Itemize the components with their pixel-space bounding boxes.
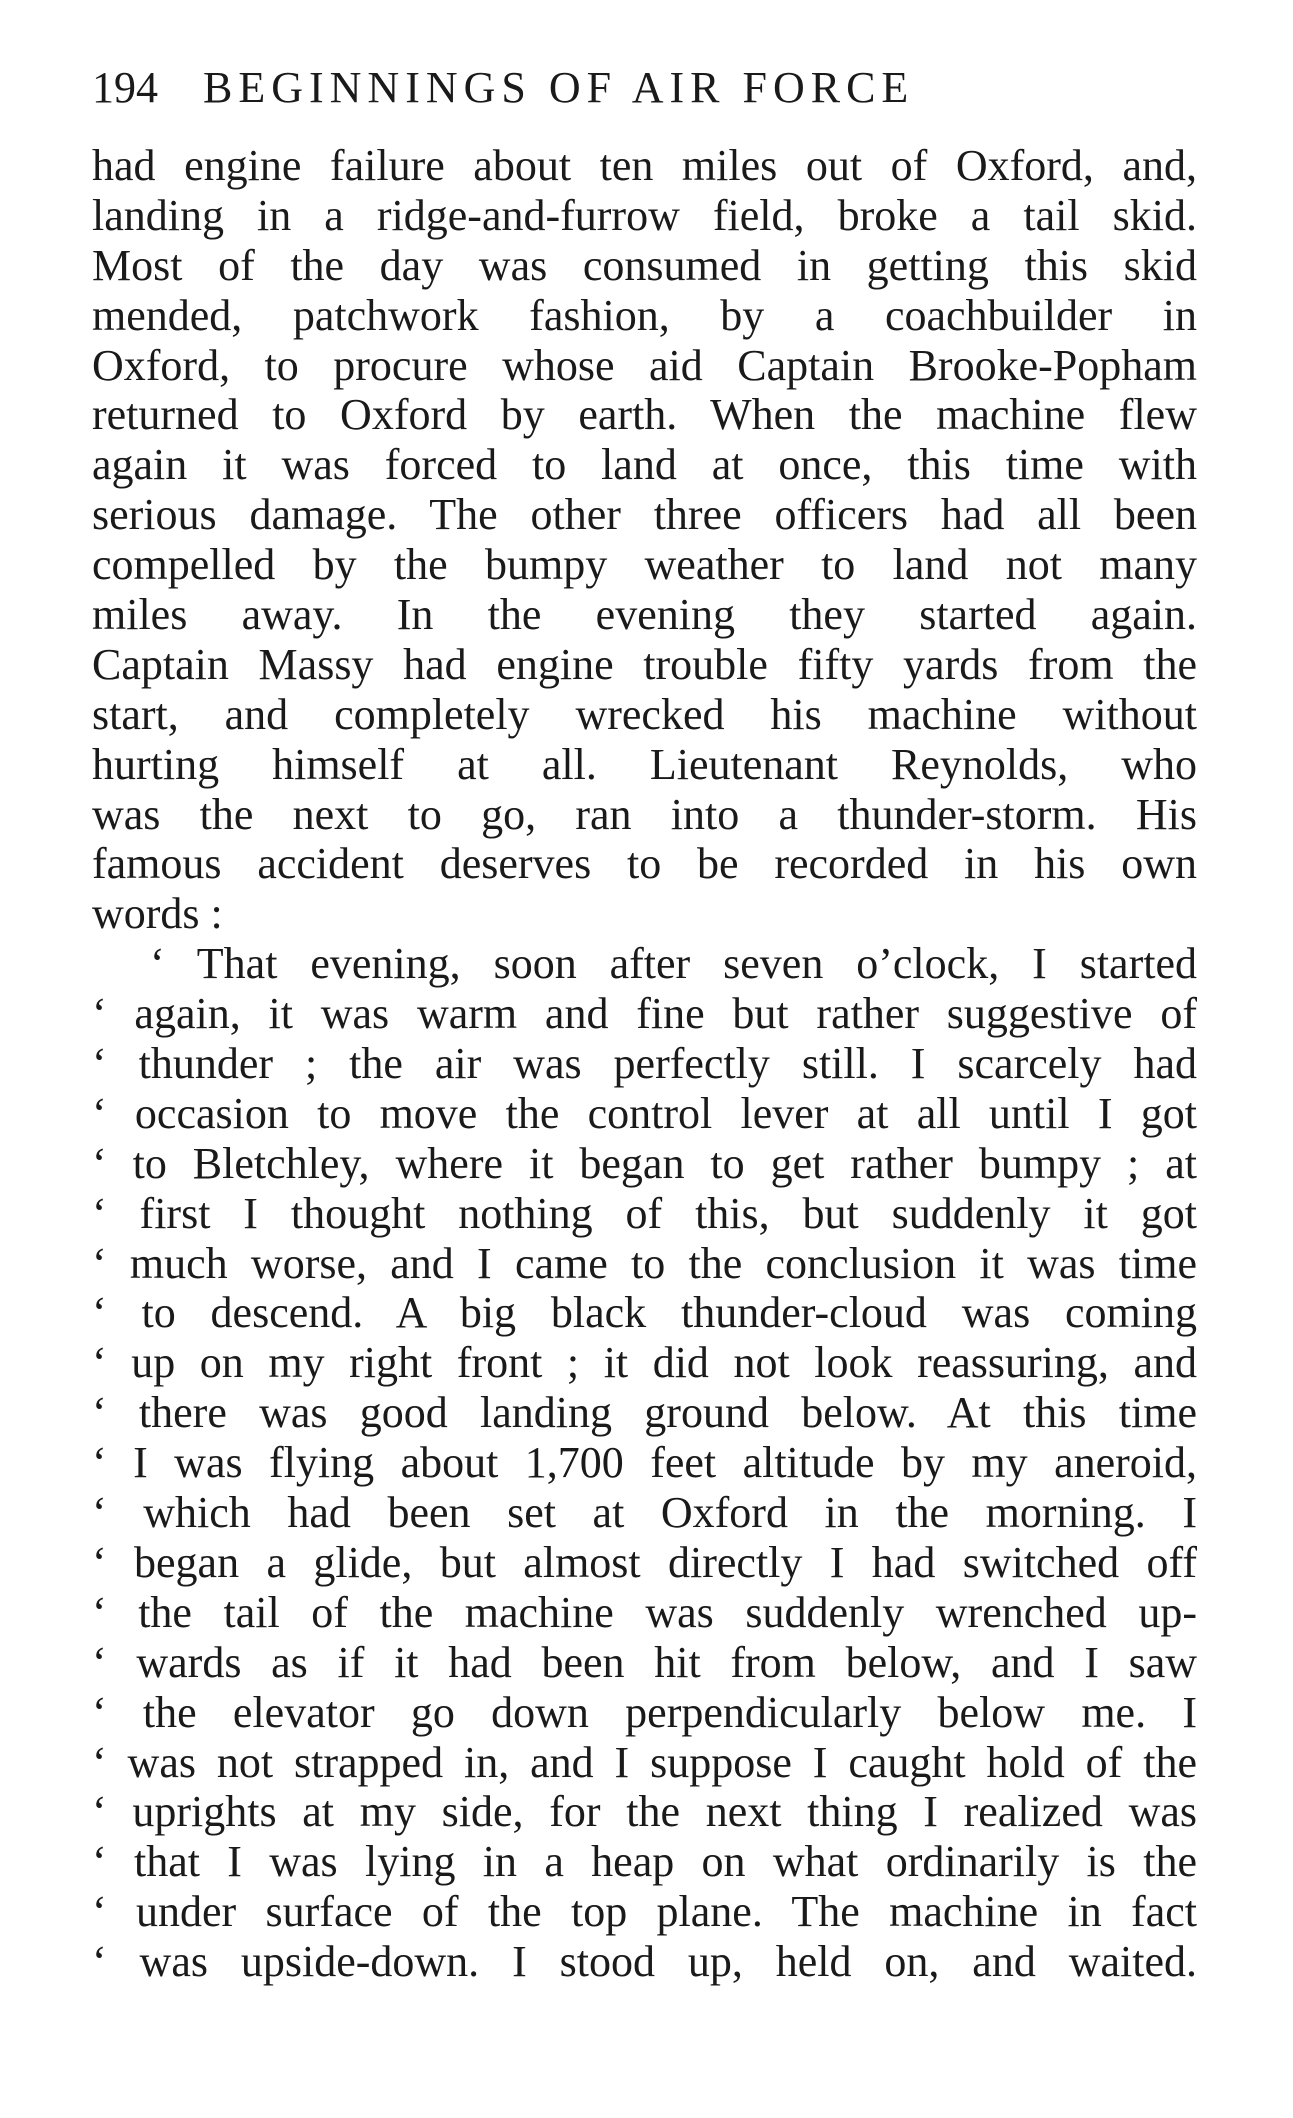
quote-line: ‘ I was flying about 1,700 feet altitude by my aneroid, — [92, 1438, 1197, 1488]
quote-line: ‘ uprights at my side, for the next thing I realized was — [92, 1787, 1197, 1837]
text-line: compelled by the bumpy weather to land not many — [92, 540, 1197, 590]
quote-line: ‘ to descend. A big black thunder-cloud was coming — [92, 1288, 1197, 1338]
quote-line: ‘ the elevator go down perpendicularly below me. I — [92, 1687, 1197, 1737]
quote-line: ‘ was upside-down. I stood up, held on, and waited. — [92, 1937, 1197, 1987]
body-text — [92, 141, 1197, 1987]
text-line: start, and completely wrecked his machine without — [92, 689, 1197, 739]
text-line: famous accident deserves to be recorded in his own — [92, 839, 1197, 889]
quote-line: ‘ that I was lying in a heap on what ordinarily is the — [92, 1837, 1197, 1887]
text-line: Oxford, to procure whose aid Captain Brooke-Popham — [92, 340, 1197, 390]
text-line: Captain Massy had engine trouble fifty yards from the — [92, 639, 1197, 689]
quote-line: ‘ much worse, and I came to the conclusion it was time — [92, 1238, 1197, 1288]
text-line: serious damage. The other three officers had all been — [92, 490, 1197, 540]
quote-line: ‘ first I thought nothing of this, but suddenly it got — [92, 1188, 1197, 1238]
quote-line: ‘ up on my right front ; it did not look reassuring, and — [92, 1338, 1197, 1388]
quote-line: ‘ That evening, soon after seven o’clock, I started — [150, 939, 1197, 989]
quote-line: ‘ wards as if it had been hit from below, and I saw — [92, 1637, 1197, 1687]
running-head: BEGINNINGS OF AIR FORCE — [203, 63, 915, 112]
text-line: hurting himself at all. Lieutenant Reynolds, who — [92, 739, 1197, 789]
quote-line: ‘ to Bletchley, where it began to get rather bumpy ; at — [92, 1138, 1197, 1188]
text-line: was the next to go, ran into a thunder-storm. His — [92, 789, 1197, 839]
quote-line: ‘ thunder ; the air was perfectly still. I scarcely had — [92, 1039, 1197, 1089]
page-header — [92, 58, 1197, 118]
text-line: had engine failure about ten miles out of Oxford, and, — [92, 141, 1197, 190]
text-line: miles away. In the evening they started again. — [92, 590, 1197, 640]
text-line: again it was forced to land at once, this time with — [92, 440, 1197, 490]
quote-line: ‘ there was good landing ground below. At this time — [92, 1388, 1197, 1438]
quote-line: ‘ the tail of the machine was suddenly wrenched up- — [92, 1587, 1197, 1637]
quote-line: ‘ which had been set at Oxford in the morning. I — [92, 1488, 1197, 1538]
quote-line: ‘ again, it was warm and fine but rather suggestive of — [92, 989, 1197, 1039]
text-line: returned to Oxford by earth. When the machine flew — [92, 390, 1197, 440]
text-line: Most of the day was consumed in getting this skid — [92, 240, 1197, 290]
quote-line: ‘ began a glide, but almost directly I had switched off — [92, 1537, 1197, 1587]
text-line: landing in a ridge-and-furrow field, broke a tail skid. — [92, 190, 1197, 240]
quote-line: ‘ under surface of the top plane. The machine in fact — [92, 1887, 1197, 1937]
quote-line: ‘ was not strapped in, and I suppose I caught hold of the — [92, 1737, 1197, 1787]
page-number: 194 — [92, 63, 158, 112]
quote-line: ‘ occasion to move the control lever at all until I got — [92, 1088, 1197, 1138]
text-line: words : — [92, 889, 223, 939]
text-line: mended, patchwork fashion, by a coachbuilder in — [92, 290, 1197, 340]
